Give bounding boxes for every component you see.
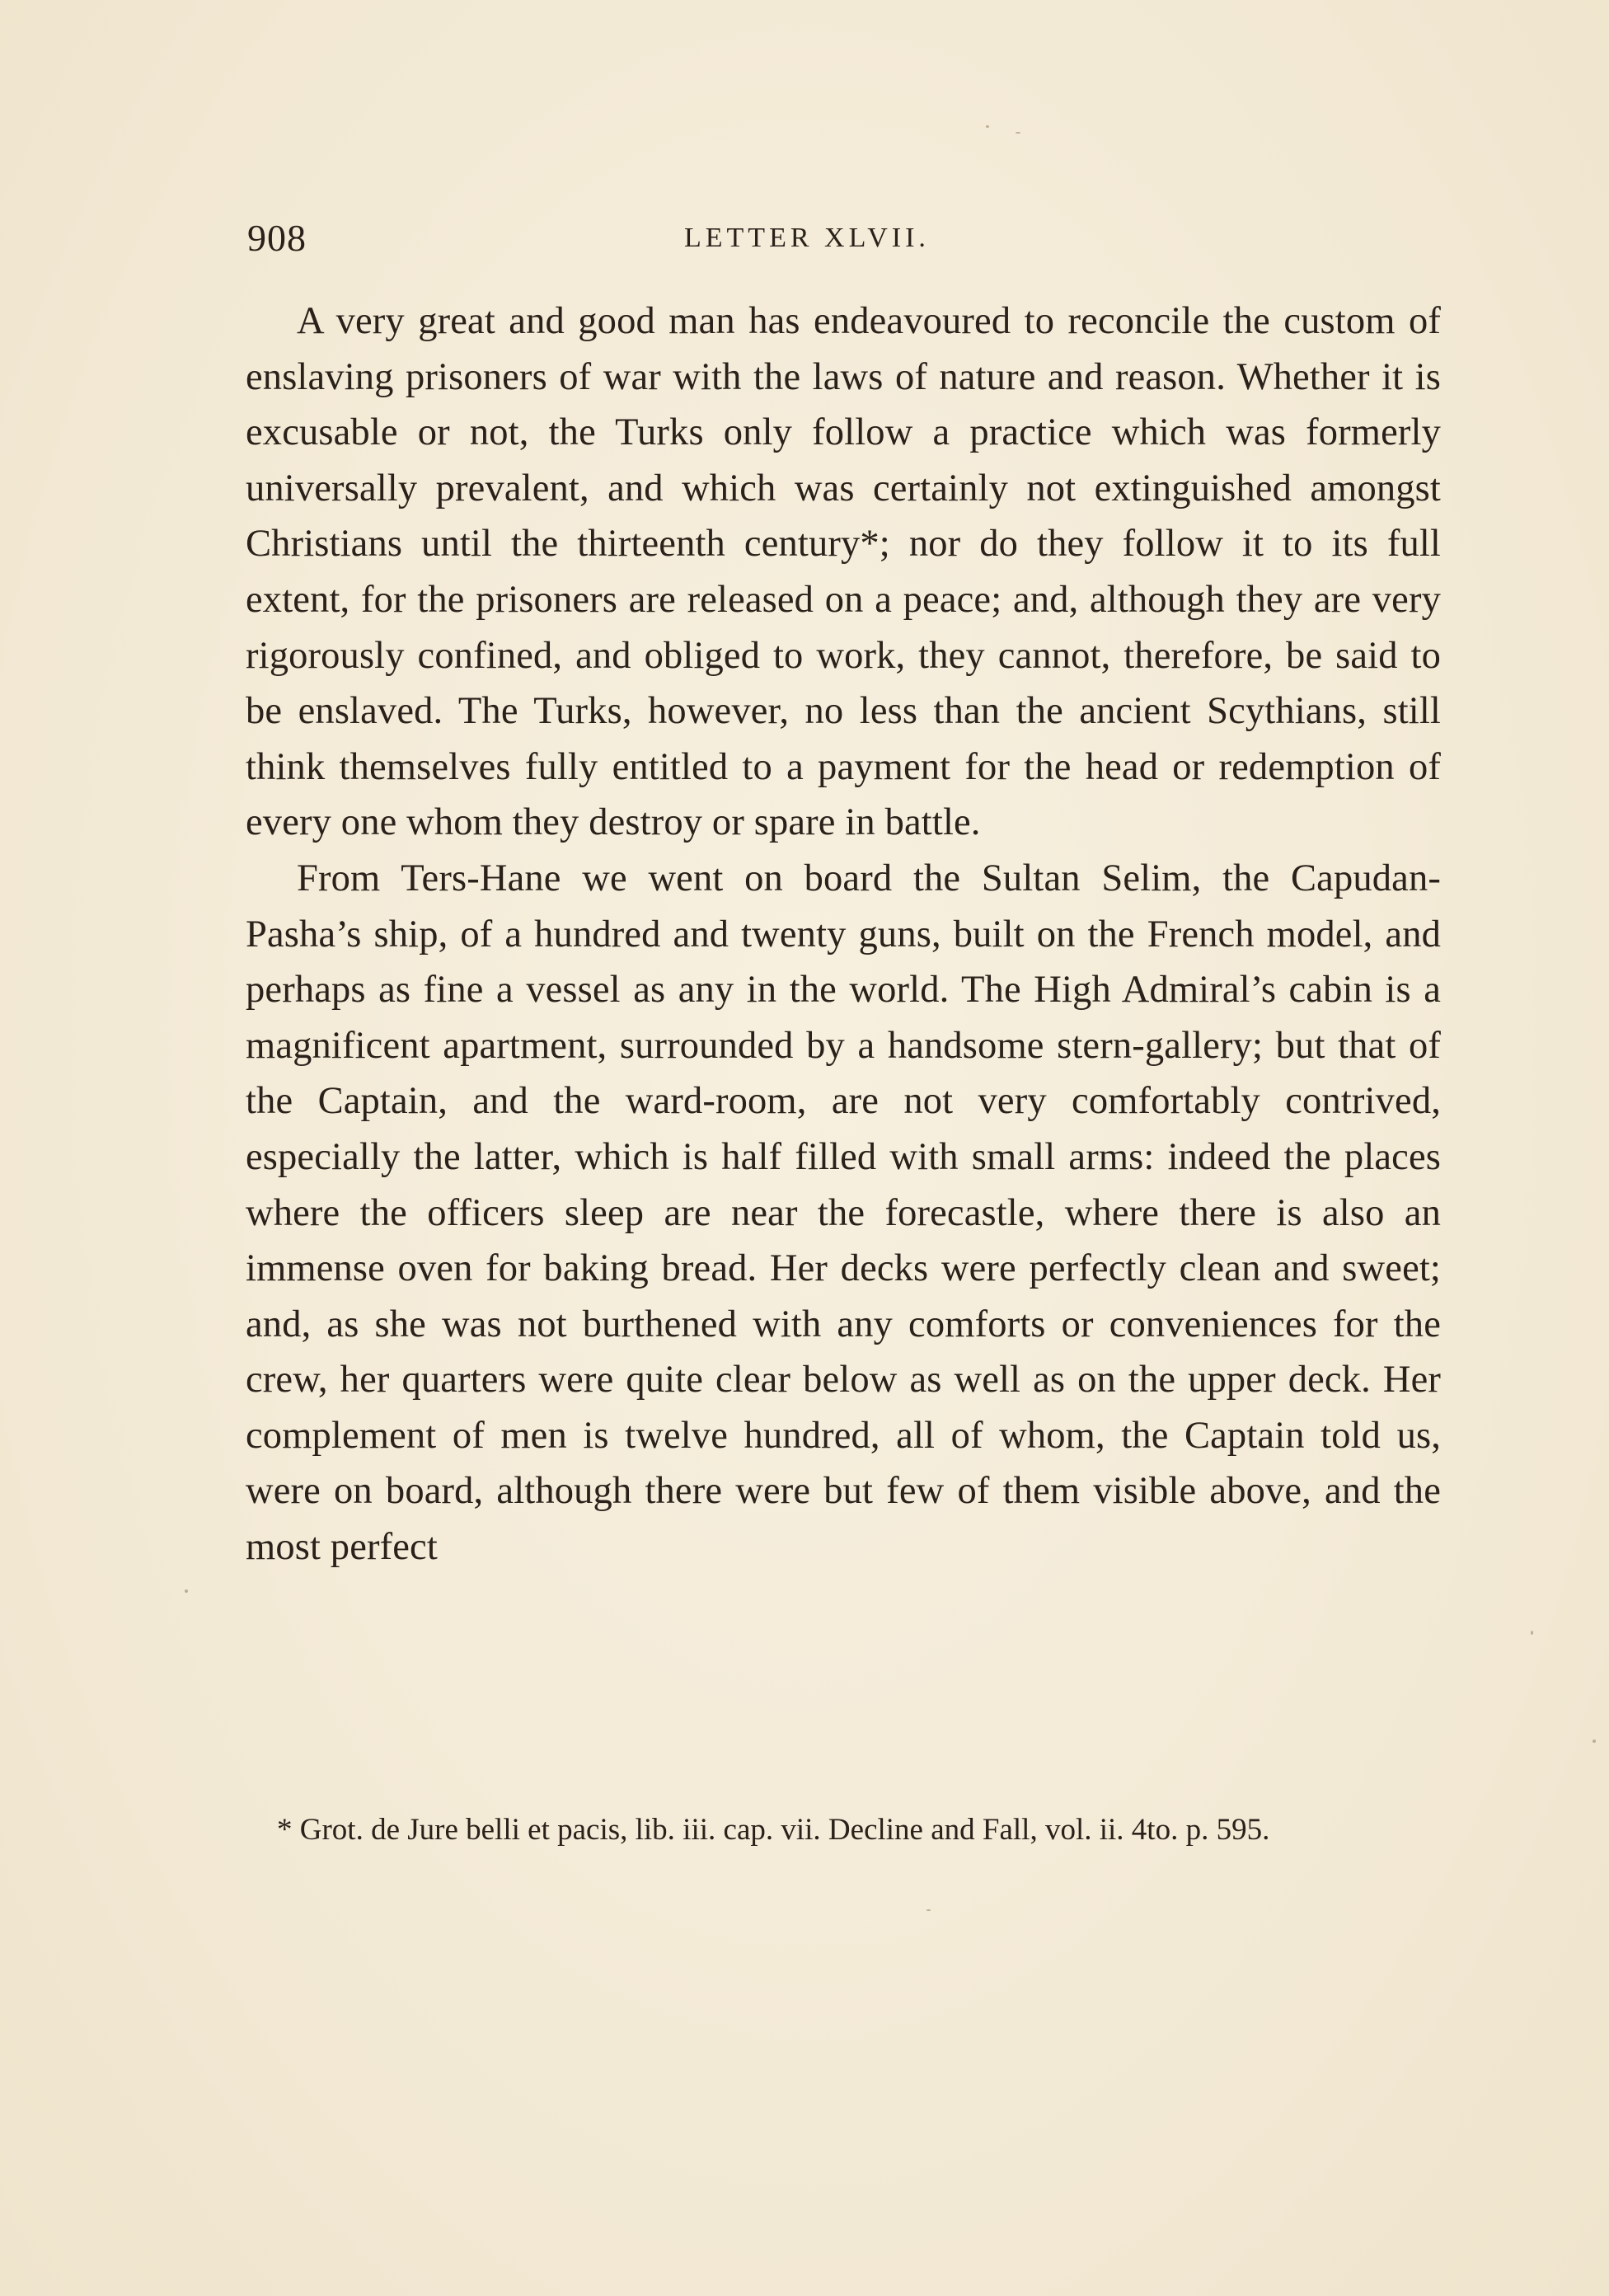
paper-speck — [1531, 1631, 1533, 1635]
letter-title: LETTER XLVII. — [684, 223, 930, 253]
paper-speck — [986, 125, 989, 128]
paper-speck — [185, 1589, 188, 1593]
page-number: 908 — [247, 217, 307, 259]
paper-speck — [926, 1909, 931, 1911]
body-text — [246, 293, 1441, 1575]
paper-speck — [1593, 1740, 1596, 1743]
footnote: * Grot. de Jure belli et pacis, lib. iii. cap. vii. Decline and Fall, vol. ii. 4to. p. 595. — [277, 1813, 1270, 1847]
paragraph-1: A very great and good man has endeavoured to reconcile the custom of enslaving prisoners of war with the laws of nature and reason. Whether it is excusable or not, the Turks only follow a practice which was formerly universally prevalent, and which was certainly not extinguished amongst Christians until the thirteenth century*; nor do they follow it to its full extent, for the prisoners are released on a peace; and, although they are very rigorously confined, and obliged to work, they cannot, therefore, be said to be enslaved. The Turks, however, no less than the ancient Scythians, still think themselves fully entitled to a payment for the head or redemption of every one whom they destroy or spare in battle. — [246, 300, 1441, 844]
running-head — [247, 216, 1438, 265]
paragraph-2: From Ters-Hane we went on board the Sultan Selim, the Capudan-Pasha’s ship, of a hundred and twenty guns, built on the French model, and perhaps as fine a vessel as any in the world. The High Admiral’s cabin is a magnificent apartment, surrounded by a handsome stern-gallery; but that of the Captain, and the ward-room, are not very comfortably contrived, especially the latter, which is half filled with small arms: indeed the places where the officers sleep are near the forecastle, where there is also an immense oven for baking bread. Her decks were perfectly clean and sweet; and, as she was not burthened with any comforts or conveniences for the crew, her quarters were quite clear below as well as on the upper deck. Her complement of men is twelve hundred, all of whom, the Captain told us, were on board, although there were but few of them visible above, and the most perfect — [246, 857, 1441, 1569]
paper-speck — [1016, 132, 1020, 134]
